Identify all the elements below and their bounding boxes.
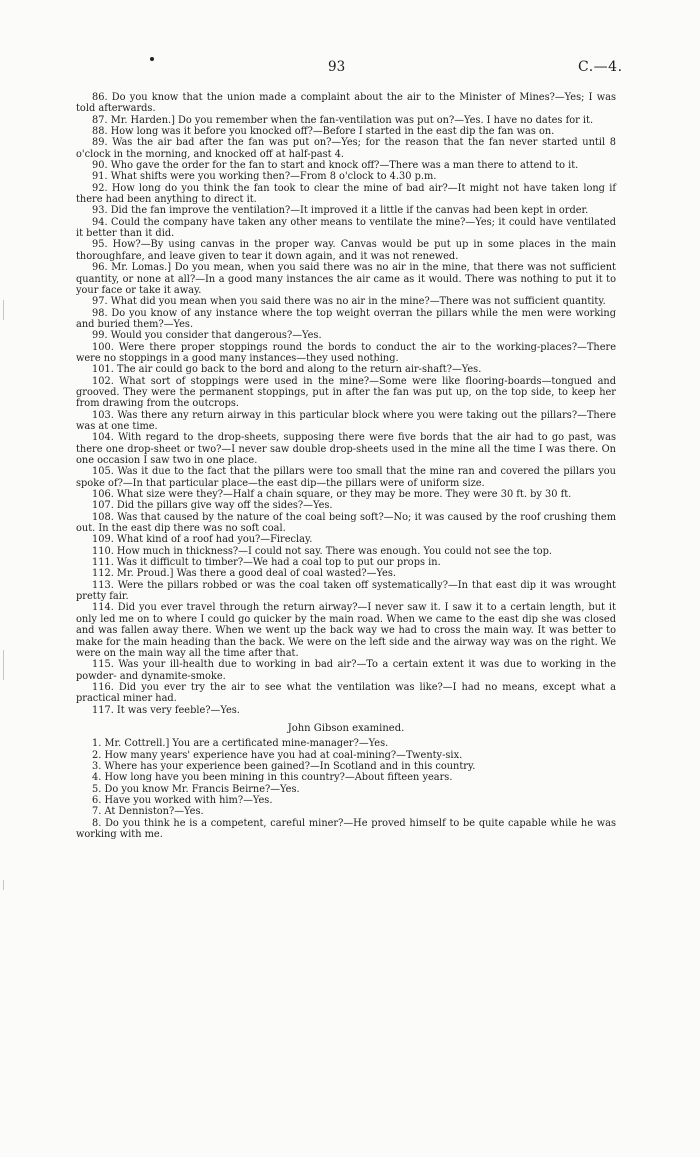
question-answer-paragraph: 99. Would you consider that dangerous?—Yes. xyxy=(92,330,322,342)
question-answer-paragraph: 87. Mr. Harden.] Do you remember when the fan-ventilation was put on?—Yes. I have no dates for it. xyxy=(92,114,594,126)
question-answer-paragraph: 7. At Denniston?—Yes. xyxy=(92,806,204,818)
question-answer-paragraph: 105. Was it due to the fact that the pillars were too small that the mine ran and covered the pillars you spoke of?—In that particular place—the east dip—the pillars were of uniform size. xyxy=(76,466,616,489)
question-answer-paragraph: 104. With regard to the drop-sheets, supposing there were five bords that the air had to go past, was there one drop-sheet or two?—I never saw double drop-sheets used in the mine all the time I was there. On one occasion I saw two in one place. xyxy=(76,432,616,466)
question-answer-paragraph: 92. How long do you think the fan took to clear the mine of bad air?—It might not have taken long if there had been anything to direct it. xyxy=(76,182,616,206)
page-header xyxy=(0,59,700,79)
question-answer-paragraph: 117. It was very feeble?—Yes. xyxy=(92,704,240,716)
question-answer-paragraph: 107. Did the pillars give way off the sides?—Yes. xyxy=(92,500,333,512)
question-answer-paragraph: 100. Were there proper stoppings round the bords to conduct the air to the working-places?—There were no stoppings in a good many instances—they used nothing. xyxy=(76,341,616,364)
question-answer-paragraph: 86. Do you know that the union made a complaint about the air to the Minister of Mines?—Yes; I was told afterwards. xyxy=(76,92,616,115)
question-answer-paragraph: 115. Was your ill-health due to working in bad air?—To a certain extent it was due to working in the powder- and dynamite-smoke. xyxy=(76,659,616,682)
question-answer-paragraph: 4. How long have you been mining in this country?—About fifteen years. xyxy=(92,772,453,784)
question-answer-paragraph: 111. Was it difficult to timber?—We had a coal top to put our props in. xyxy=(92,557,441,569)
question-answer-paragraph: 2. How many years' experience have you had at coal-mining?—Twenty-six. xyxy=(92,749,463,761)
question-answer-paragraph: 91. What shifts were you working then?—From 8 o'clock to 4.30 p.m. xyxy=(92,171,437,183)
question-answer-paragraph: 3. Where has your experience been gained?—In Scotland and in this country. xyxy=(92,760,476,772)
question-answer-paragraph: 108. Was that caused by the nature of the coal being soft?—No; it was caused by the roof crushing them out. In the east dip there was no soft coal. xyxy=(76,511,616,535)
question-answer-paragraph: 97. What did you mean when you said there was no air in the mine?—There was not sufficient quantity. xyxy=(92,296,606,308)
question-answer-paragraph: 5. Do you know Mr. Francis Beirne?—Yes. xyxy=(92,783,300,795)
question-answer-paragraph: 101. The air could go back to the bord and along to the return air-shaft?—Yes. xyxy=(92,364,482,376)
question-answer-paragraph: 8. Do you think he is a competent, careful miner?—He proved himself to be quite capable while he was working with me. xyxy=(76,817,616,840)
testimony-section-1 xyxy=(76,92,616,716)
testimony-section-2 xyxy=(76,738,616,840)
question-answer-paragraph: 89. Was the air bad after the fan was put on?—Yes; for the reason that the fan never started until 8 o'clock in the morning, and knocked off at half-past 4. xyxy=(76,137,616,160)
question-answer-paragraph: 96. Mr. Lomas.] Do you mean, when you said there was no air in the mine, that there was not sufficient quantity, or none at all?—In a good many instances the air came as it would. There was nothing to put it to your face or take it away. xyxy=(76,262,616,296)
question-answer-paragraph: 113. Were the pillars robbed or was the coal taken off systematically?—In that east dip it was wrought pretty fair. xyxy=(76,579,616,603)
question-answer-paragraph: 98. Do you know of any instance where the top weight overran the pillars while the men were working and buried them?—Yes. xyxy=(76,307,616,330)
question-answer-paragraph: 106. What size were they?—Half a chain square, or they may be more. They were 30 ft. by 30 ft. xyxy=(92,489,572,501)
question-answer-paragraph: 110. How much in thickness?—I could not say. There was enough. You could not see the top. xyxy=(92,545,552,557)
question-answer-paragraph: 6. Have you worked with him?—Yes. xyxy=(92,794,273,806)
testimony-body xyxy=(76,92,616,840)
question-answer-paragraph: 116. Did you ever try the air to see what the ventilation was like?—I had no means, except what a practical miner had. xyxy=(76,681,616,705)
question-answer-paragraph: 95. How?—By using canvas in the proper way. Canvas would be put up in some places in the main thoroughfare, and leave given to tear it down again, and it was not renewed. xyxy=(76,239,616,262)
question-answer-paragraph: 114. Did you ever travel through the return airway?—I never saw it. I saw it to a certain length, but it only led me on to where I could go quicker by the main road. When we came to the east dip she was closed and was fallen away there. When we went up the back way we had to cross the main way. It was better to make for the main heading than the back. We were on the left side and the airway way was on the right. We were on the main way all the time after that. xyxy=(76,602,616,659)
question-answer-paragraph: 109. What kind of a roof had you?—Fireclay. xyxy=(92,534,313,546)
question-answer-paragraph: 90. Who gave the order for the fan to start and knock off?—There was a man there to attend to it. xyxy=(92,160,579,172)
scan-margin-mark xyxy=(3,880,4,890)
question-answer-paragraph: 93. Did the fan improve the ventilation?—It improved it a little if the canvas had been kept in order. xyxy=(92,205,589,217)
question-answer-paragraph: 88. How long was it before you knocked off?—Before I started in the east dip the fan was on. xyxy=(92,126,555,138)
question-answer-paragraph: 1. Mr. Cottrell.] You are a certificated mine-manager?—Yes. xyxy=(92,738,389,750)
document-reference: C.—4. xyxy=(578,59,623,75)
question-answer-paragraph: 102. What sort of stoppings were used in the mine?—Some were like flooring-boards—tongued and grooved. They were the permanent stoppings, put in after the fan was put up, on the top side, to keep her from drawing from the outcrops. xyxy=(76,375,616,410)
scan-margin-mark xyxy=(3,650,4,680)
section-heading: John Gibson examined. xyxy=(287,722,405,734)
scan-margin-mark xyxy=(3,300,4,320)
question-answer-paragraph: 103. Was there any return airway in this particular block where you were taking out the pillars?—There was at one time. xyxy=(76,409,616,432)
question-answer-paragraph: 112. Mr. Proud.] Was there a good deal of coal wasted?—Yes. xyxy=(92,568,396,580)
page-number: 93 xyxy=(328,59,346,75)
question-answer-paragraph: 94. Could the company have taken any other means to ventilate the mine?—Yes; it could have ventilated it better than it did. xyxy=(76,216,616,240)
